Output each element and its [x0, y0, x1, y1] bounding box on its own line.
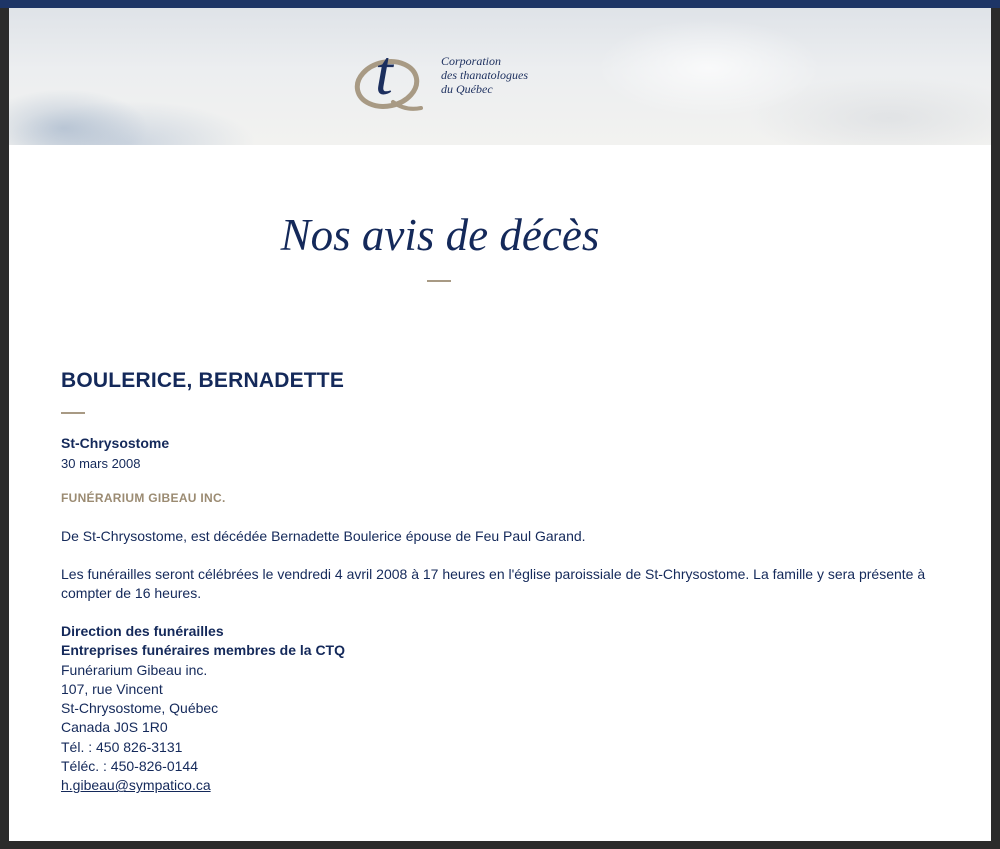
org-name-line2: des thanatologues — [441, 68, 528, 82]
contact-phone: Tél. : 450 826-3131 — [61, 738, 183, 755]
funeral-contact-block — [61, 622, 966, 796]
title-divider — [427, 280, 451, 282]
ctq-logo[interactable] — [349, 36, 539, 116]
contact-heading-members: Entreprises funéraires membres de la CTQ — [61, 642, 345, 659]
org-name-line3: du Québec — [441, 82, 493, 96]
contact-company: Funérarium Gibeau inc. — [61, 661, 208, 678]
funeral-home-label: FUNÉRARIUM GIBEAU INC. — [61, 491, 226, 505]
name-divider — [61, 412, 85, 414]
header-banner — [9, 8, 991, 145]
ctq-logo-mark-icon — [349, 36, 429, 116]
window-frame-top — [0, 0, 1000, 8]
contact-street: 107, rue Vincent — [61, 680, 163, 697]
logo-letter: t — [375, 37, 393, 108]
notice-paragraph-2: Les funérailles seront célébrées le vendredi 4 avril 2008 à 17 heures en l'église paroissiale de St-Chrysostome. La famille y sera présente à compter de 16 heures. — [61, 566, 926, 601]
org-name-line1: Corporation — [441, 54, 502, 68]
contact-postal: Canada J0S 1R0 — [61, 719, 168, 736]
notice-paragraph-1: De St-Chrysostome, est décédée Bernadette Boulerice épouse de Feu Paul Garand. — [61, 528, 586, 544]
notice-date: 30 mars 2008 — [61, 456, 141, 471]
obituary-notice — [61, 368, 966, 796]
notice-city: St-Chrysostome — [61, 435, 170, 451]
page-title: Nos avis de décès — [280, 210, 600, 260]
contact-fax: Téléc. : 450-826-0144 — [61, 758, 198, 775]
deceased-name: BOULERICE, BERNADETTE — [61, 369, 345, 392]
page — [9, 8, 991, 841]
contact-heading-direction: Direction des funérailles — [61, 623, 224, 639]
contact-email-link[interactable]: h.gibeau@sympatico.ca — [61, 777, 211, 794]
org-name — [441, 54, 528, 96]
contact-city: St-Chrysostome, Québec — [61, 700, 219, 717]
